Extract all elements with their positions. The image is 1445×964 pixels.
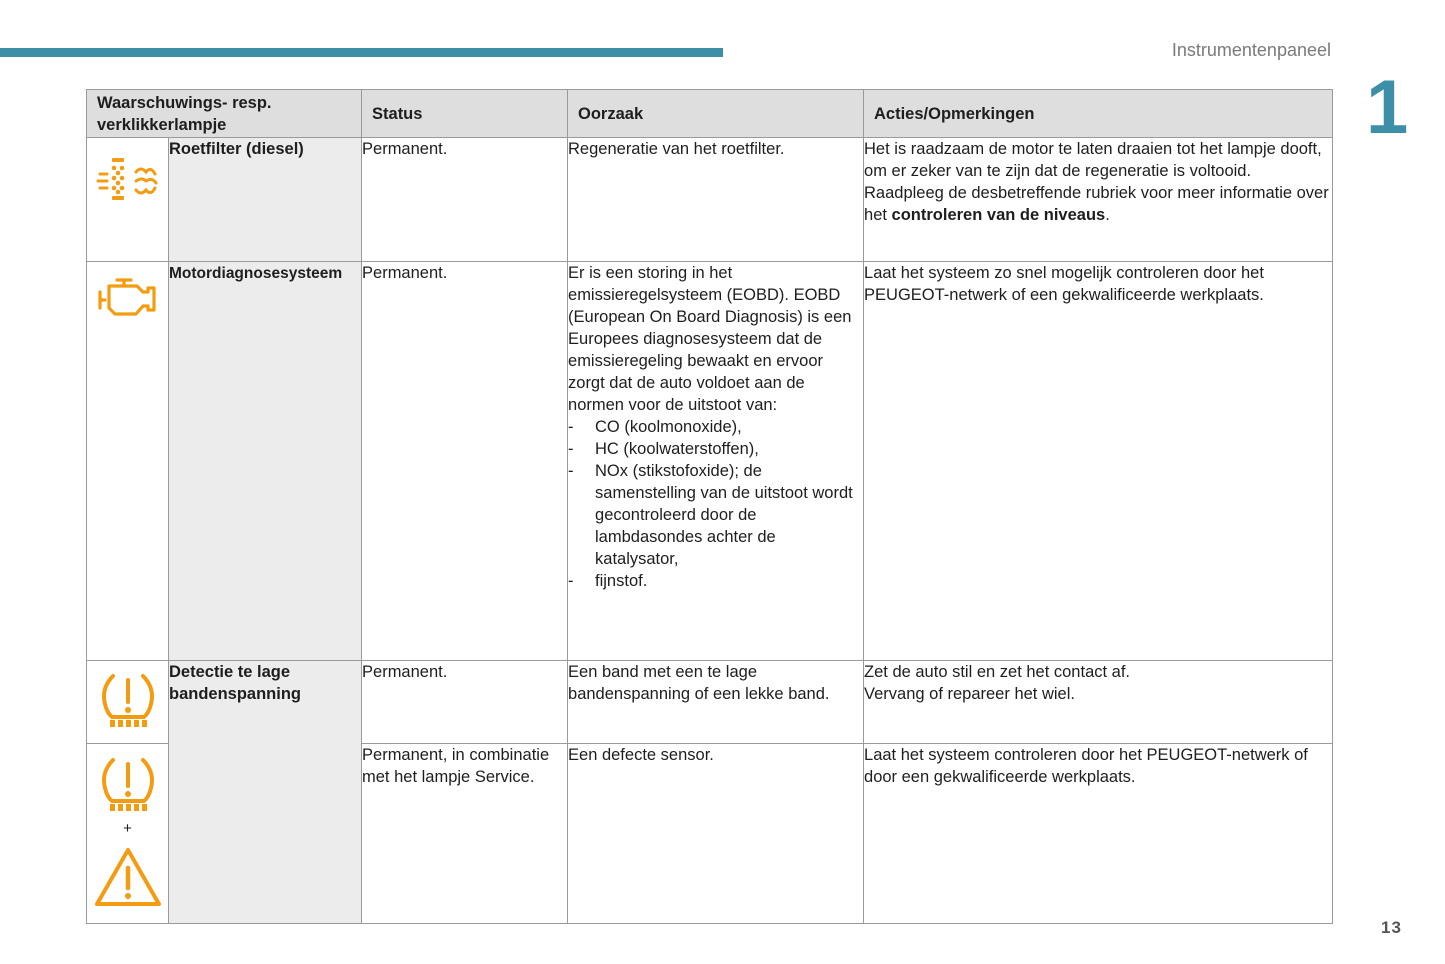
cause-cell: Een band met een te lage bandenspanning of een lekke band.	[568, 661, 864, 744]
cause-cell	[568, 262, 864, 661]
list-item-text: fijnstof.	[595, 572, 648, 590]
status-cell: Permanent, in combinatie met het lampje Service.	[362, 744, 568, 924]
cause-cell: Een defecte sensor.	[568, 744, 864, 924]
action-text: Het is raadzaam de motor te laten draaien tot het lampje dooft, om er zeker van te zijn dat de regeneratie is voltooid. Raadpleeg de desbetreffende rubriek voor meer informatie over het	[864, 140, 1329, 224]
status-cell: Permanent.	[362, 138, 568, 262]
icon-cell	[87, 262, 169, 661]
action-line: Zet de auto stil en zet het contact af.	[864, 663, 1131, 681]
section-title: Instrumentenpaneel	[1171, 40, 1331, 60]
status-cell: Permanent.	[362, 661, 568, 744]
warning-triangle-icon	[93, 846, 163, 908]
action-link-levels: controleren van de niveaus	[891, 206, 1106, 224]
cause-intro: Er is een storing in het emissieregelsysteem (EOBD). EOBD (European On Board Diagnosis) is een Europees diagnosesysteem dat de emissieregeling bewaakt en ervoor zorgt dat de auto voldoet aan de normen voor de uitstoot van:	[568, 264, 852, 414]
tyre-pressure-icon	[98, 756, 158, 814]
action-cell: Laat het systeem zo snel mogelijk controleren door het PEUGEOT-netwerk of een gekwalificeerde werkplaats.	[864, 262, 1333, 661]
icon-cell	[87, 744, 169, 924]
table-header-row	[87, 90, 1333, 138]
list-item-text: CO (koolmonoxide),	[595, 418, 742, 436]
column-header-status: Status	[362, 90, 568, 138]
list-item: - CO (koolmonoxide),	[568, 418, 742, 436]
icon-cell	[87, 661, 169, 744]
list-item: - HC (koolwaterstoffen),	[568, 440, 759, 458]
column-header-lamp: Waarschuwings- resp. verklikkerlampje	[87, 90, 362, 138]
status-cell: Permanent.	[362, 262, 568, 661]
header-accent-bar	[0, 48, 723, 57]
column-header-cause: Oorzaak	[568, 90, 864, 138]
table-row	[87, 262, 1333, 661]
warning-lights-table	[86, 89, 1333, 924]
list-item: - fijnstof.	[568, 572, 648, 590]
action-line: Vervang of repareer het wiel.	[864, 685, 1075, 703]
lamp-name: Detectie te lage bandenspanning	[169, 661, 362, 924]
lamp-name: Roetfilter (diesel)	[169, 138, 362, 262]
chapter-number: 1	[1366, 65, 1409, 150]
particle-filter-icon	[96, 154, 160, 204]
table-row	[87, 661, 1333, 744]
action-end: .	[1105, 206, 1110, 224]
lamp-name: Motordiagnosesysteem	[169, 265, 343, 282]
column-header-actions: Acties/Opmerkingen	[864, 90, 1333, 138]
list-item-text: HC (koolwaterstoffen),	[595, 440, 759, 458]
action-cell	[864, 661, 1333, 744]
plus-sign: +	[123, 820, 132, 837]
table-row	[87, 138, 1333, 262]
icon-cell	[87, 138, 169, 262]
action-cell	[864, 138, 1333, 262]
cause-cell: Regeneratie van het roetfilter.	[568, 138, 864, 262]
list-item-text: NOx (stikstofoxide); de samenstelling van de uitstoot wordt gecontroleerd door de lambdasondes achter de katalysator,	[595, 462, 853, 568]
tyre-pressure-icon	[98, 672, 158, 730]
engine-icon	[97, 274, 159, 320]
page-number: 13	[1381, 918, 1402, 937]
list-item: - NOx (stikstofoxide); de samenstelling van de uitstoot wordt gecontroleerd door de lambdasondes achter de katalysator,	[568, 460, 863, 570]
action-cell: Laat het systeem controleren door het PEUGEOT-netwerk of door een gekwalificeerde werkplaats.	[864, 744, 1333, 924]
